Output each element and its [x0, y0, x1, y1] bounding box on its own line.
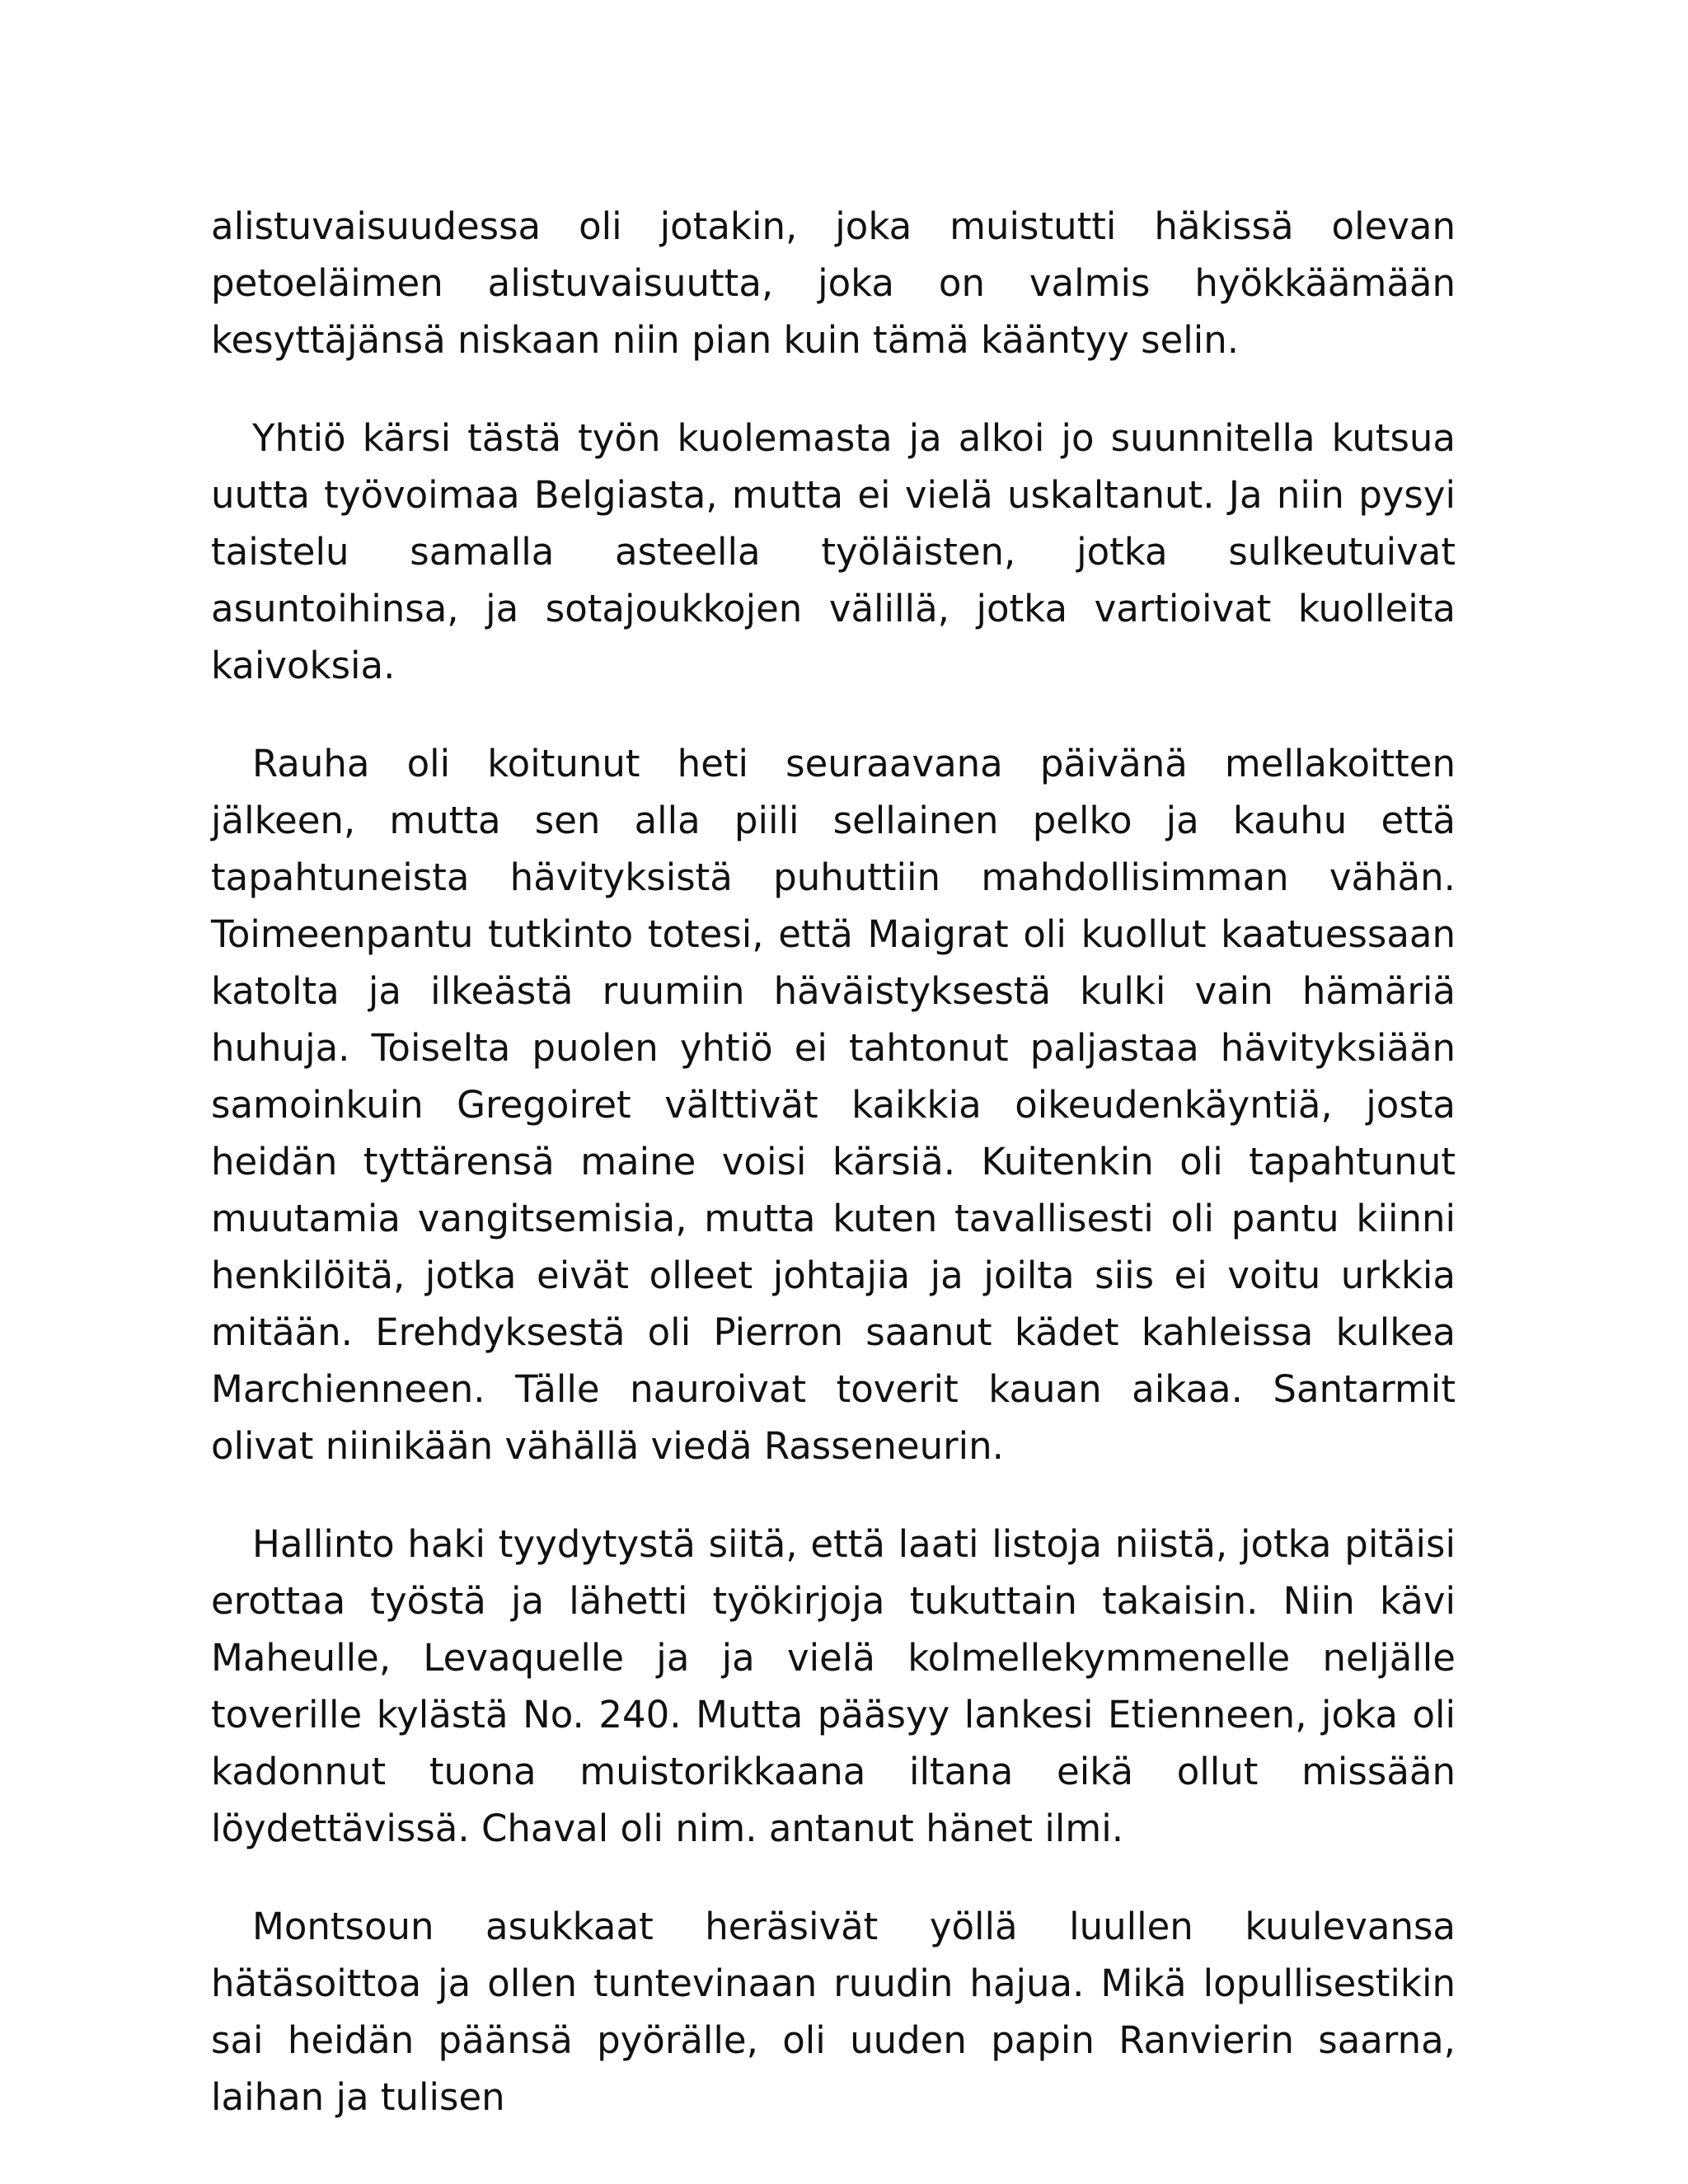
paragraph-4: Hallinto haki tyydytystä siitä, että laati listoja niistä, jotka pitäisi erottaa työstä ja lähetti työkirjoja tukuttain takaisin. Niin kävi Maheulle, Levaquelle ja ja vielä kolmellekymmenelle neljälle toverille kylästä No. 240. Mutta pääsyy lankesi Etienneen, joka oli kadonnut tuona muistorikkaana iltana eikä ollut missään löydettävissä. Chaval oli nim. antanut hänet ilmi.	[211, 1522, 1456, 1850]
paragraph-5: Montsoun asukkaat heräsivät yöllä luullen kuulevansa hätäsoittoa ja ollen tuntevinaan ruudin hajua. Mikä lopullisestikin sai heidän päänsä pyörälle, oli uuden papin Ranvierin saarna, laihan ja tulisen	[211, 1905, 1456, 2119]
paragraph-1: alistuvaisuudessa oli jotakin, joka muistutti häkissä olevan petoeläimen alistuvaisuutta, joka on valmis hyökkäämään kesyttäjänsä niskaan niin pian kuin tämä kääntyy selin.	[211, 204, 1456, 362]
paragraph-2: Yhtiö kärsi tästä työn kuolemasta ja alkoi jo suunnitella kutsua uutta työvoimaa Belgiasta, mutta ei vielä uskaltanut. Ja niin pysyi taistelu samalla asteella työläisten, jotka sulkeutuivat asuntoihinsa, ja sotajoukkojen välillä, jotka vartioivat kuolleita kaivoksia.	[211, 416, 1456, 687]
body-text	[211, 198, 1456, 2125]
paragraph-3: Rauha oli koitunut heti seuraavana päivänä mellakoitten jälkeen, mutta sen alla piili sellainen pelko ja kauhu että tapahtuneista hävityksistä puhuttiin mahdollisimman vähän. Toimeenpantu tutkinto totesi, että Maigrat oli kuollut kaatuessaan katolta ja ilkeästä ruumiin häväistyksestä kulki vain hämäriä huhuja. Toiselta puolen yhtiö ei tahtonut paljastaa hävityksiään samoinkuin Gregoiret välttivät kaikkia oikeudenkäyntiä, josta heidän tyttärensä maine voisi kärsiä. Kuitenkin oli tapahtunut muutamia vangitsemisia, mutta kuten tavallisesti oli pantu kiinni henkilöitä, jotka eivät olleet johtajia ja joilta siis ei voitu urkkia mitään. Erehdyksestä oli Pierron saanut kädet kahleissa kulkea Marchienneen. Tälle nauroivat toverit kauan aikaa. Santarmit olivat niinikään vähällä viedä Rasseneurin.	[211, 742, 1456, 1468]
